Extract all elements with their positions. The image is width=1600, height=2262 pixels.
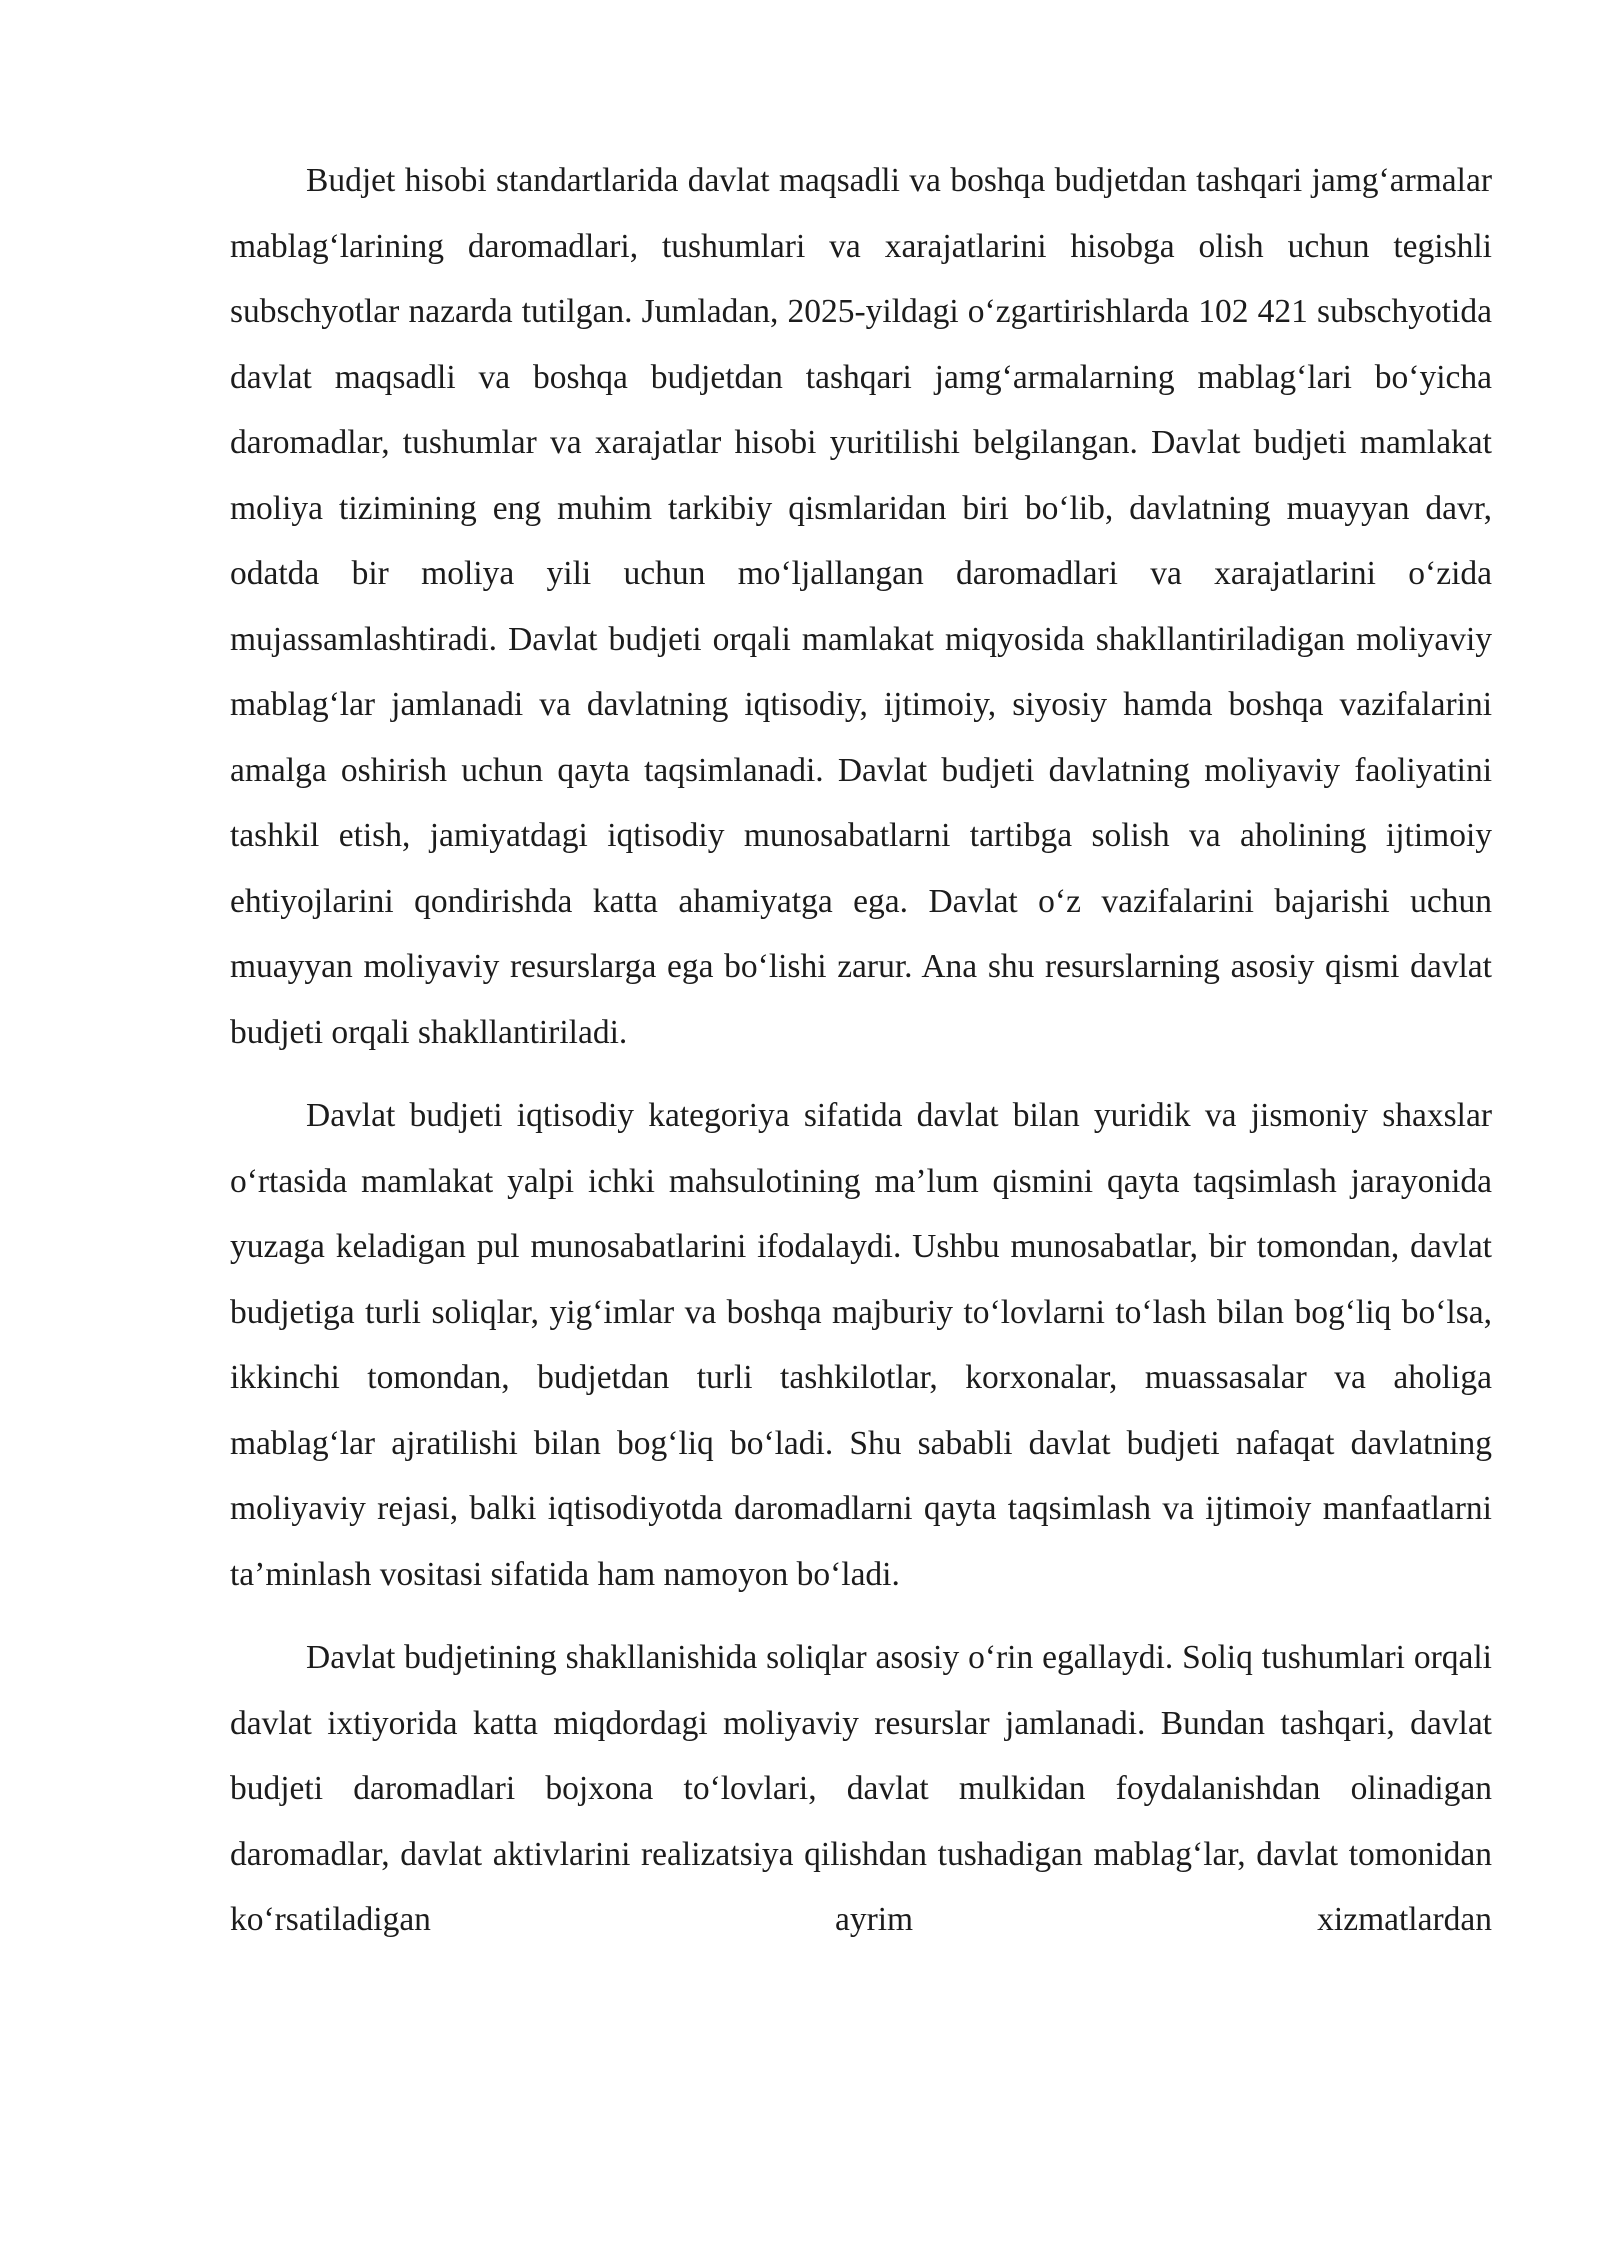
document-body xyxy=(230,148,1492,1971)
paragraph-3: Davlat budjetining shakllanishida soliqlar asosiy o‘rin egallaydi. Soliq tushumlari orqali davlat ixtiyorida katta miqdordagi moliyaviy resurslar jamlanadi. Bundan tashqari, davlat budjeti daromadlari bojxona to‘lovlari, davlat mulkidan foydalanishdan olinadigan daromadlar, davlat aktivlarini realizatsiya qilishdan tushadigan mablag‘lar, davlat tomonidan ko‘rsatiladigan ayrim xizmatlardan xyxy=(230,1639,1492,1938)
paragraph-1: Budjet hisobi standartlarida davlat maqsadli va boshqa budjetdan tashqari jamg‘armalar mablag‘larining daromadlari, tushumlari va xarajatlarini hisobga olish uchun tegishli subschyotlar nazarda tutilgan. Jumladan, 2025-yildagi o‘zgartirishlarda 102 421 subschyotida davlat maqsadli va boshqa budjetdan tashqari jamg‘armalarning mablag‘lari bo‘yicha daromadlar, tushumlar va xarajatlar hisobi yuritilishi belgilangan. Davlat budjeti mamlakat moliya tizimining eng muhim tarkibiy qismlaridan biri bo‘lib, davlatning muayyan davr, odatda bir moliya yili uchun mo‘ljallangan daromadlari va xarajatlarini o‘zida mujassamlashtiradi. Davlat budjeti orqali mamlakat miqyosida shakllantiriladigan moliyaviy mablag‘lar jamlanadi va davlatning iqtisodiy, ijtimoiy, siyosiy hamda boshqa vazifalarini amalga oshirish uchun qayta taqsimlanadi. Davlat budjeti davlatning moliyaviy faoliyatini tashkil etish, jamiyatdagi iqtisodiy munosabatlarni tartibga solish va aholining ijtimoiy ehtiyojlarini qondirishda katta ahamiyatga ega. Davlat o‘z vazifalarini bajarishi uchun muayyan moliyaviy resurslarga ega bo‘lishi zarur. Ana shu resurslarning asosiy qismi davlat budjeti orqali shakllantiriladi. xyxy=(230,162,1492,1051)
paragraph-2: Davlat budjeti iqtisodiy kategoriya sifatida davlat bilan yuridik va jismoniy shaxslar o‘rtasida mamlakat yalpi ichki mahsulotining ma’lum qismini qayta taqsimlash jarayonida yuzaga keladigan pul munosabatlarini ifodalaydi. Ushbu munosabatlar, bir tomondan, davlat budjetiga turli soliqlar, yig‘imlar va boshqa majburiy to‘lovlarni to‘lash bilan bog‘liq bo‘lsa, ikkinchi tomondan, budjetdan turli tashkilotlar, korxonalar, muassasalar va aholiga mablag‘lar ajratilishi bilan bog‘liq bo‘ladi. Shu sababli davlat budjeti nafaqat davlatning moliyaviy rejasi, balki iqtisodiyotda daromadlarni qayta taqsimlash va ijtimoiy manfaatlarni ta’minlash vositasi sifatida ham namoyon bo‘ladi. xyxy=(230,1097,1492,1593)
